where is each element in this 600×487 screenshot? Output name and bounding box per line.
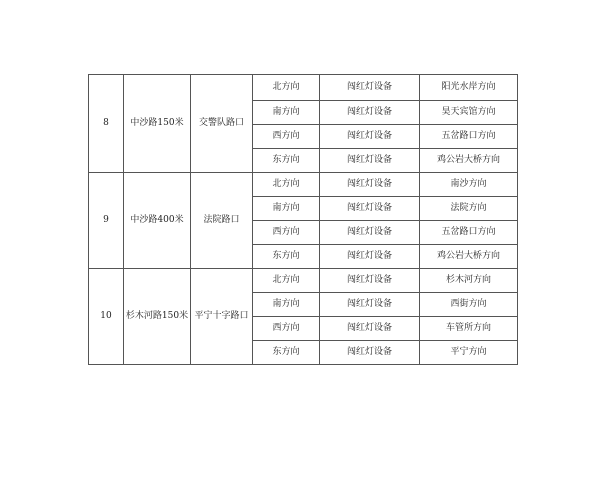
table-row [89, 269, 518, 293]
direction-cell: 西方向 [253, 221, 320, 245]
direction-cell: 南方向 [253, 293, 320, 317]
row-number: 8 [89, 75, 124, 173]
equipment-cell: 闯红灯设备 [320, 173, 420, 197]
direction-cell: 西方向 [253, 317, 320, 341]
equipment-cell: 闯红灯设备 [320, 125, 420, 149]
direction-cell: 北方向 [253, 75, 320, 101]
target-direction-cell: 车管所方向 [420, 317, 518, 341]
equipment-cell: 闯红灯设备 [320, 75, 420, 101]
direction-cell: 东方向 [253, 341, 320, 365]
equipment-cell: 闯红灯设备 [320, 149, 420, 173]
target-direction-cell: 法院方向 [420, 197, 518, 221]
road-location: 中沙路400米 [124, 173, 191, 269]
target-direction-cell: 昊天宾馆方向 [420, 101, 518, 125]
equipment-cell: 闯红灯设备 [320, 317, 420, 341]
target-direction-cell: 五岔路口方向 [420, 125, 518, 149]
direction-cell: 南方向 [253, 101, 320, 125]
direction-cell: 南方向 [253, 197, 320, 221]
target-direction-cell: 阳光水岸方向 [420, 75, 518, 101]
target-direction-cell: 西街方向 [420, 293, 518, 317]
equipment-cell: 闯红灯设备 [320, 221, 420, 245]
target-direction-cell: 平宁方向 [420, 341, 518, 365]
direction-cell: 西方向 [253, 125, 320, 149]
equipment-cell: 闯红灯设备 [320, 245, 420, 269]
direction-cell: 北方向 [253, 173, 320, 197]
table-row [89, 173, 518, 197]
crossing-name: 法院路口 [191, 173, 253, 269]
target-direction-cell: 鸡公岩大桥方向 [420, 245, 518, 269]
equipment-cell: 闯红灯设备 [320, 269, 420, 293]
row-number: 10 [89, 269, 124, 365]
table-row [89, 75, 518, 101]
target-direction-cell: 杉木河方向 [420, 269, 518, 293]
row-number: 9 [89, 173, 124, 269]
direction-cell: 东方向 [253, 149, 320, 173]
road-location: 中沙路150米 [124, 75, 191, 173]
equipment-cell: 闯红灯设备 [320, 341, 420, 365]
road-location: 杉木河路150米 [124, 269, 191, 365]
crossing-name: 平宁十字路口 [191, 269, 253, 365]
equipment-cell: 闯红灯设备 [320, 101, 420, 125]
camera-location-table [88, 74, 518, 365]
target-direction-cell: 鸡公岩大桥方向 [420, 149, 518, 173]
direction-cell: 北方向 [253, 269, 320, 293]
direction-cell: 东方向 [253, 245, 320, 269]
crossing-name: 交警队路口 [191, 75, 253, 173]
equipment-cell: 闯红灯设备 [320, 197, 420, 221]
target-direction-cell: 五岔路口方向 [420, 221, 518, 245]
target-direction-cell: 南沙方向 [420, 173, 518, 197]
equipment-cell: 闯红灯设备 [320, 293, 420, 317]
